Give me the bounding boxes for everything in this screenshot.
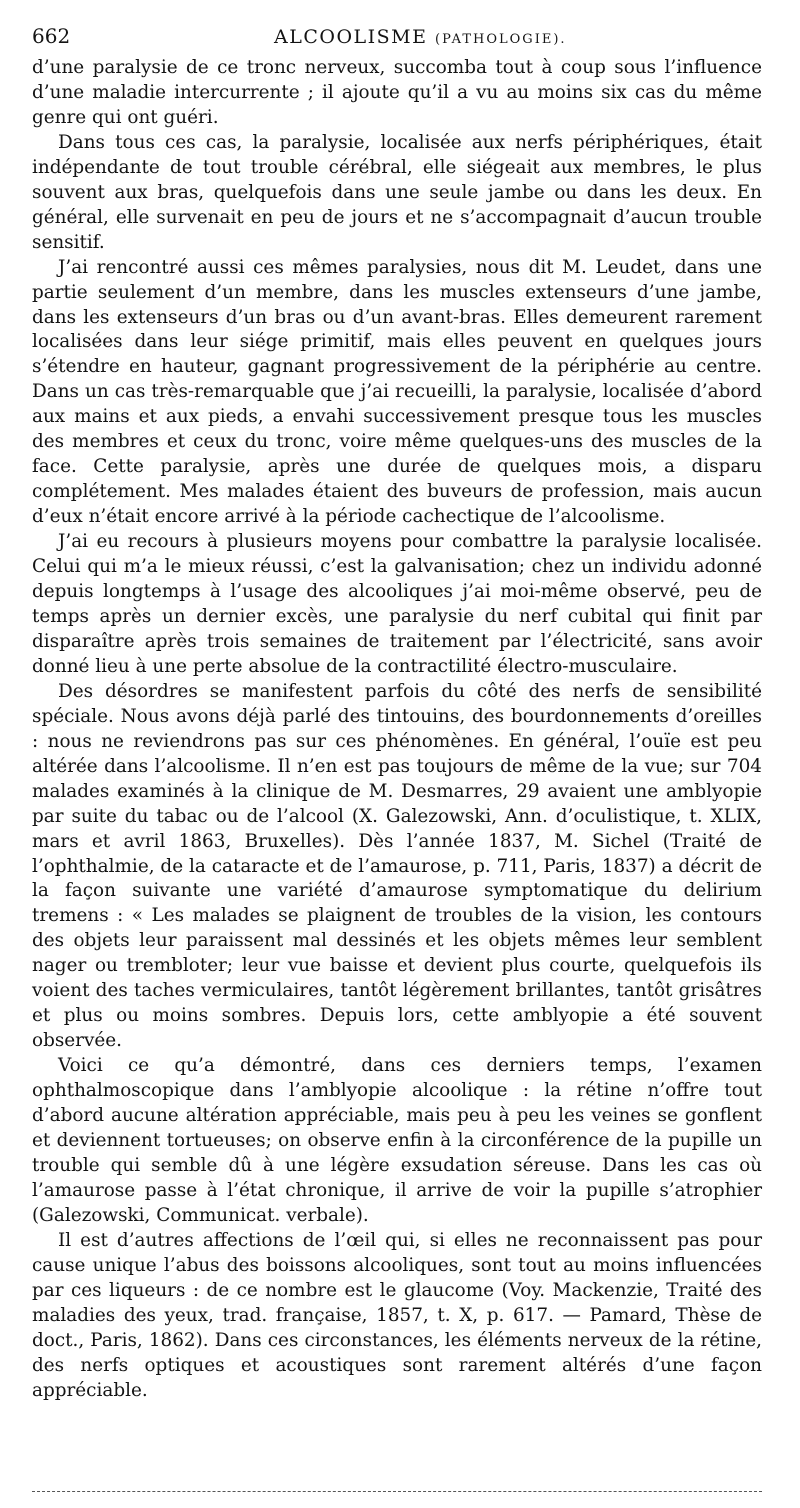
page-number: 662 — [32, 24, 71, 48]
paragraph: Dans tous ces cas, la paralysie, localisée aux nerfs périphériques, était indépendante de tout trouble cérébral, elle siégeait aux membres, le plus souvent aux bras, quelquefois dans une seule jambe ou dans les deux. En général, elle survenait en peu de jours et ne s’accompagnait d’aucun trouble sensitif. — [32, 131, 762, 253]
body-text — [32, 56, 762, 1403]
footer-rule — [32, 1491, 762, 1492]
paragraph: J’ai eu recours à plusieurs moyens pour combattre la paralysie localisée. Celui qui m’a le mieux réussi, c’est la galvanisation; chez un individu adonné depuis longtemps à l’usage des alcooliques j’ai moi-même observé, peu de temps après un dernier excès, une paralysie du nerf cubital qui finit par disparaître après trois semaines de traitement par l’électricité, sans avoir donné lieu à une perte absolue de la contractilité électro-musculaire. — [32, 531, 762, 677]
page-header — [32, 24, 762, 54]
paragraph: d’une paralysie de ce tronc nerveux, succomba tout à coup sous l’influence d’une maladie intercurrente ; il ajoute qu’il a vu au moins six cas du même genre qui ont guéri. — [32, 57, 762, 128]
paragraph: Des désordres se manifestent parfois du côté des nerfs de sensibilité spéciale. Nous avons déjà parlé des tintouins, des bourdonnements d’oreilles : nous ne reviendrons pas sur ces phénomènes. En général, l’ouïe est peu altérée dans l’alcoolisme. Il n’en est pas toujours de même de la vue; sur 704 malades examinés à la clinique de M. Desmarres, 29 avaient une amblyopie par suite du tabac ou de l’alcool (X. Galezowski, Ann. d’oculistique, t. XLIX, mars et avril 1863, Bruxelles). Dès l’année 1837, M. Sichel (Traité de l’ophthalmie, de la cataracte et de l’amaurose, p. 711, Paris, 1837) a décrit de la façon suivante une variété d’amaurose symptomatique du delirium tremens : « Les malades se plaignent de troubles de la vision, les contours des objets leur paraissent mal dessinés et les objets mêmes leur semblent nager ou trembloter; leur vue baisse et devient plus courte, quelquefois ils voient des taches vermiculaires, tantôt légèrement brillantes, tantôt grisâtres et plus ou moins sombres. Depuis lors, cette amblyopie a été souvent observée. — [32, 680, 762, 1052]
paragraph: J’ai rencontré aussi ces mêmes paralysies, nous dit M. Leudet, dans une partie seulement d’un membre, dans les muscles extenseurs d’une jambe, dans les extenseurs d’un bras ou d’un avant-bras. Elles demeurent rarement localisées dans leur siége primitif, mais elles peuvent en quelques jours s’étendre en hauteur, gagnant progressivement de la périphérie au centre. Dans un cas très-remarquable que j’ai recueilli, la paralysie, localisée d’abord aux mains et aux pieds, a envahi successivement presque tous les muscles des membres et ceux du tronc, voire même quelques-uns des muscles de la face. Cette paralysie, après une durée de quelques mois, a disparu complétement. Mes malades étaient des buveurs de profession, mais aucun d’eux n’était encore arrivé à la période cachectique de l’alcoolisme. — [32, 256, 762, 528]
paragraph: Il est d’autres affections de l’œil qui, si elles ne reconnaissent pas pour cause unique l’abus des boissons alcooliques, sont tout au moins influencées par ces liqueurs : de ce nombre est le glaucome (Voy. Mackenzie, Traité des maladies des yeux, trad. française, 1857, t. X, p. 617. — Pamard, Thèse de doct., Paris, 1862). Dans ces circonstances, les éléments nerveux de la rétine, des nerfs optiques et acoustiques sont rarement altérés d’une façon appréciable. — [32, 1229, 762, 1401]
running-title: ALCOOLISME — [274, 26, 428, 48]
running-subtitle: (PATHOLOGIE). — [435, 32, 567, 47]
paragraph: Voici ce qu’a démontré, dans ces derniers temps, l’examen ophthalmoscopique dans l’amblyopie alcoolique : la rétine n’offre tout d’abord aucune altération appréciable, mais peu à peu les veines se gonflent et deviennent tortueuses; on observe enfin à la circonférence de la pupille un trouble qui semble dû à une légère exsudation séreuse. Dans les cas où l’amaurose passe à l’état chronique, il arrive de voir la pupille s’atrophier (Galezowski, Communicat. verbale). — [32, 1055, 762, 1226]
running-head — [274, 26, 567, 48]
